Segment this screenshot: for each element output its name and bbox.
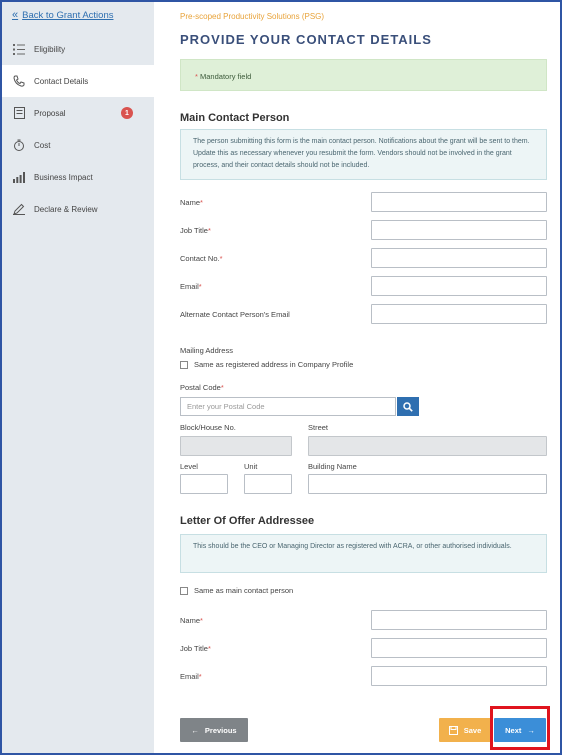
unit-input[interactable] bbox=[244, 474, 292, 494]
arrow-left-icon: ← bbox=[191, 725, 199, 735]
sidebar bbox=[2, 2, 154, 753]
back-to-grant-actions-link[interactable] bbox=[12, 9, 113, 21]
document-icon bbox=[12, 106, 26, 120]
offer-email-input[interactable] bbox=[371, 666, 547, 686]
phone-icon bbox=[12, 74, 26, 88]
job-title-label: Job Title* bbox=[180, 226, 211, 235]
street-label: Street bbox=[308, 423, 329, 432]
offer-name-label: Name* bbox=[180, 616, 203, 625]
save-icon bbox=[449, 726, 458, 735]
sidebar-item-label: Business Impact bbox=[34, 172, 93, 182]
search-icon bbox=[403, 402, 413, 412]
sidebar-item-declare-review[interactable] bbox=[2, 193, 154, 225]
save-label: Save bbox=[463, 725, 482, 735]
level-label: Level bbox=[180, 462, 198, 471]
sidebar-item-label: Eligibility bbox=[34, 44, 66, 54]
checkbox-label: Same as registered address in Company Profile bbox=[194, 360, 354, 369]
save-button[interactable] bbox=[439, 718, 491, 742]
required-star: * bbox=[195, 72, 198, 81]
same-as-main-contact-checkbox[interactable] bbox=[180, 586, 293, 595]
building-input[interactable] bbox=[308, 474, 547, 494]
block-input bbox=[180, 436, 292, 456]
page-title: PROVIDE YOUR CONTACT DETAILS bbox=[180, 32, 432, 47]
checkbox-label: Same as main contact person bbox=[194, 586, 294, 595]
offer-name-input[interactable] bbox=[371, 610, 547, 630]
mandatory-note-text: Mandatory field bbox=[200, 72, 252, 81]
offer-job-title-label: Job Title* bbox=[180, 644, 211, 653]
next-label: Next bbox=[505, 725, 522, 735]
offer-email-label: Email* bbox=[180, 672, 202, 681]
contact-no-input[interactable] bbox=[371, 248, 547, 268]
sidebar-item-proposal[interactable] bbox=[2, 97, 154, 129]
list-icon bbox=[12, 42, 26, 56]
offer-job-title-input[interactable] bbox=[371, 638, 547, 658]
postal-code-input[interactable]: Enter your Postal Code bbox=[180, 397, 396, 416]
chart-icon bbox=[12, 170, 26, 184]
arrow-right-icon: → bbox=[527, 725, 535, 735]
pen-icon bbox=[12, 202, 26, 216]
next-button-highlight bbox=[490, 706, 550, 750]
letter-of-offer-info: This should be the CEO or Managing Director as registered with ACRA, or other authorised individuals. bbox=[180, 534, 547, 573]
checkbox[interactable] bbox=[180, 587, 188, 595]
email-label: Email* bbox=[180, 282, 202, 291]
sidebar-item-label: Contact Details bbox=[34, 76, 89, 86]
previous-label: Previous bbox=[204, 725, 237, 735]
sidebar-item-eligibility[interactable] bbox=[2, 33, 154, 65]
checkbox[interactable] bbox=[180, 361, 188, 369]
street-input bbox=[308, 436, 547, 456]
sidebar-item-contact-details[interactable] bbox=[2, 65, 154, 97]
sidebar-item-cost[interactable] bbox=[2, 129, 154, 161]
main-contact-info: The person submitting this form is the main contact person. Notifications about the grant will be sent to them. Update this as necessary whenever you resubmit the form. Vendors should not be involved in the grant process, and their contact details should not be included. bbox=[180, 129, 547, 180]
main-content bbox=[154, 2, 560, 753]
scheme-name: Pre-scoped Productivity Solutions (PSG) bbox=[180, 12, 325, 21]
back-link-label: Back to Grant Actions bbox=[22, 9, 114, 21]
alt-email-input[interactable] bbox=[371, 304, 547, 324]
sidebar-item-business-impact[interactable] bbox=[2, 161, 154, 193]
mandatory-notice bbox=[180, 59, 547, 91]
block-label: Block/House No. bbox=[180, 423, 236, 432]
letter-of-offer-title: Letter Of Offer Addressee bbox=[180, 515, 315, 527]
alt-email-label: Alternate Contact Person's Email bbox=[180, 310, 290, 319]
name-label: Name* bbox=[180, 198, 203, 207]
notification-badge: 1 bbox=[121, 107, 133, 119]
postal-code-label: Postal Code* bbox=[180, 383, 224, 392]
job-title-input[interactable] bbox=[371, 220, 547, 240]
postal-search-button[interactable] bbox=[397, 397, 419, 416]
sidebar-item-label: Cost bbox=[34, 140, 51, 150]
contact-no-label: Contact No.* bbox=[180, 254, 223, 263]
sidebar-item-label: Proposal bbox=[34, 108, 66, 118]
level-input[interactable] bbox=[180, 474, 228, 494]
double-chevron-left-icon: « bbox=[12, 9, 19, 21]
main-contact-title: Main Contact Person bbox=[180, 112, 290, 124]
sidebar-item-label: Declare & Review bbox=[34, 204, 98, 214]
building-label: Building Name bbox=[308, 462, 357, 471]
previous-button[interactable] bbox=[180, 718, 248, 742]
email-input[interactable] bbox=[371, 276, 547, 296]
same-as-registered-checkbox[interactable] bbox=[180, 360, 353, 369]
mailing-address-title: Mailing Address bbox=[180, 346, 233, 355]
name-input[interactable] bbox=[371, 192, 547, 212]
timer-icon bbox=[12, 138, 26, 152]
unit-label: Unit bbox=[244, 462, 258, 471]
